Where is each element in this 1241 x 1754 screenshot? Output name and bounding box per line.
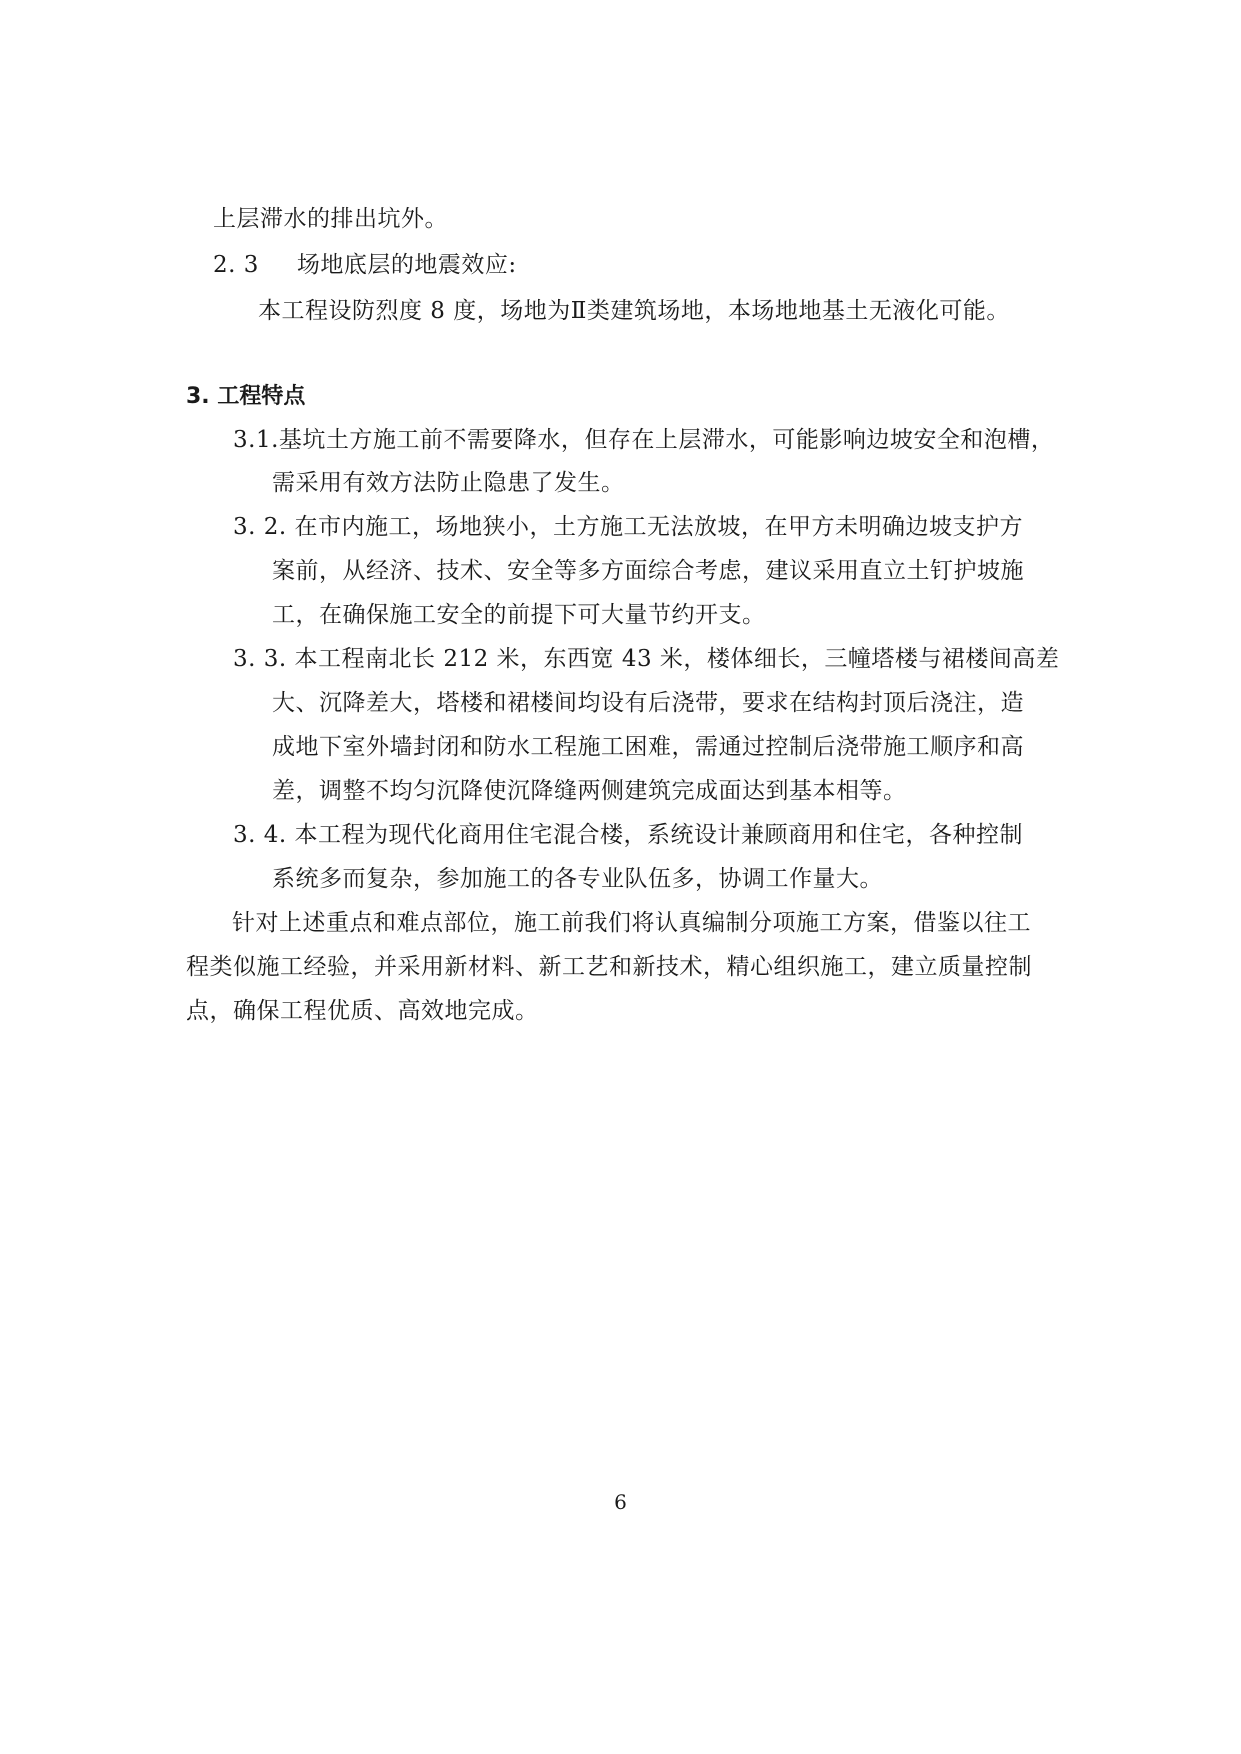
item-3-3-line: 3. 3. 本工程南北长 212 米，东西宽 43 米，楼体细长，三幢塔楼与裙楼间高差 [233,646,1060,672]
page-number: 6 [614,1490,627,1514]
item-3-2-line: 工，在确保施工安全的前提下可大量节约开支。 [272,602,766,628]
item-3-4-line: 3. 4. 本工程为现代化商用住宅混合楼，系统设计兼顾商用和住宅，各种控制 [233,822,1024,848]
summary-line: 点，确保工程优质、高效地完成。 [186,998,539,1024]
item-3-3-line: 差，调整不均匀沉降使沉降缝两侧建筑完成面达到基本相等。 [272,778,907,804]
item-3-1-line: 3.1.基坑土方施工前不需要降水，但存在上层滞水，可能影响边坡安全和泡槽， [233,427,1055,453]
summary-line: 针对上述重点和难点部位，施工前我们将认真编制分项施工方案，借鉴以往工 [232,910,1031,936]
paragraph-line: 上层滞水的排出坑外。 [213,206,448,232]
item-3-4-line: 系统多而复杂，参加施工的各专业队伍多，协调工作量大。 [272,866,883,892]
section-heading: 3. 工程特点 [186,384,306,409]
item-3-3-line: 成地下室外墙封闭和防水工程施工困难，需通过控制后浇带施工顺序和高 [272,734,1024,760]
item-3-1-line: 需采用有效方法防止隐患了发生。 [272,470,625,496]
item-number: 2. 3 [213,252,259,278]
item-2-3-body: 本工程设防烈度 8 度，场地为Ⅱ类建筑场地，本场地地基土无液化可能。 [258,298,1010,324]
item-3-2-line: 3. 2. 在市内施工，场地狭小，土方施工无法放坡，在甲方未明确边坡支护方 [233,514,1024,540]
item-3-2-line: 案前，从经济、技术、安全等多方面综合考虑，建议采用直立土钉护坡施 [272,558,1024,584]
item-3-3-line: 大、沉降差大，塔楼和裙楼间均设有后浇带，要求在结构封顶后浇注，造 [272,690,1024,716]
item-title: 场地底层的地震效应: [296,252,517,278]
item-2-3-header [213,250,517,280]
summary-line: 程类似施工经验，并采用新材料、新工艺和新技术，精心组织施工，建立质量控制 [186,954,1032,980]
